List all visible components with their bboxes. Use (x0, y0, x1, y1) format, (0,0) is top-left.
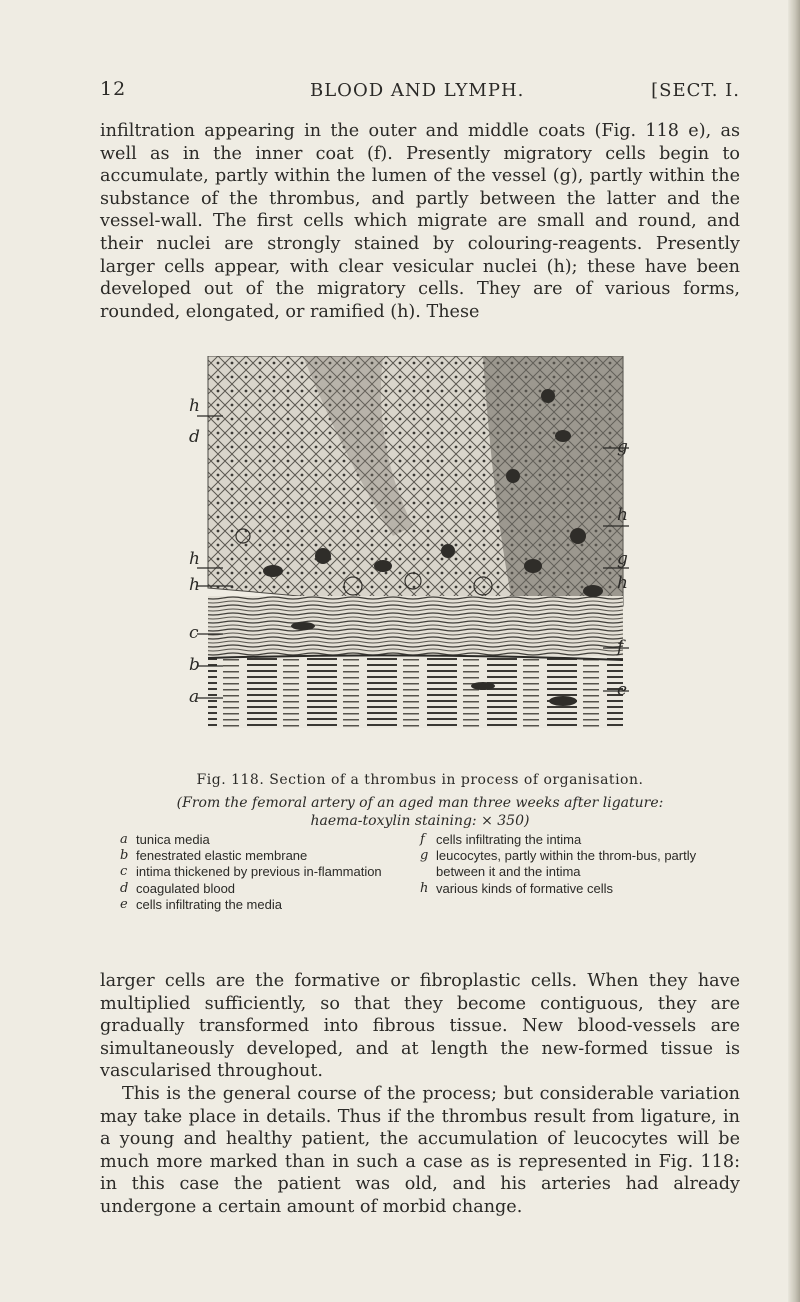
legend-column-left (120, 832, 400, 913)
figure-label: h (617, 573, 628, 593)
legend-item: e cells infiltrating the media (120, 896, 282, 912)
figure-label: e (617, 680, 628, 700)
figure-label: g (617, 549, 628, 569)
figure-label: a (189, 687, 200, 707)
legend-item: a tunica media (120, 832, 210, 847)
running-header (100, 78, 740, 106)
figure-label: h (189, 549, 200, 569)
legend-item: c intima thickened by previous in-flammation (120, 864, 382, 880)
figure-label: c (189, 623, 199, 643)
figure-caption-title: Fig. 118. Section of a thrombus in process of organisation. (196, 772, 644, 788)
body-text-bottom (100, 970, 740, 1219)
page-number: 12 (100, 78, 127, 100)
intima-layer (208, 596, 623, 656)
figure-label: f (617, 637, 624, 657)
media-layer (208, 656, 623, 728)
figure-label: h (617, 505, 628, 525)
figure-label: d (189, 427, 200, 447)
legend-item: h various kinds of formative cells (420, 880, 614, 896)
paragraph-top: infiltration appearing in the outer and middle coats (Fig. 118 e), as well as in the inner coat (f). Presently migratory cells begin to accumulate, partly within the lumen of the vessel (g), partly within the substance of the thrombus, and partly between the latter and the vessel-wall. The first cells which migrate are small and round, and their nuclei are strongly stained by colouring-reagents. Presently larger cells appear, with clear vesicular nuclei (h); these have been developed out of the migratory cells. They are of various forms, rounded, elongated, or ramified (h). These (100, 121, 740, 322)
legend-item: b fenestrated elastic membrane (120, 848, 308, 864)
section-label: [SECT. I. (651, 80, 740, 101)
legend-item: f cells infiltrating the intima (420, 832, 582, 847)
legend-item: d coagulated blood (120, 880, 236, 896)
figure-caption-source: (From the femoral artery of an aged man three weeks after ligature: haema-toxylin staining: × 350) (176, 795, 664, 829)
figure-label: h (189, 575, 200, 595)
figure-legend (120, 832, 740, 954)
figure-label: h (189, 396, 200, 416)
legend-column-right (420, 832, 740, 897)
page-edge-shadow (788, 0, 800, 1302)
paragraph-continuation: larger cells are the formative or fibroplastic cells. When they have multiplied sufficiently, so that they become contiguous, they are gradually transformed into fibrous tissue. New blood-vessels are simultaneously developed, and at length the new-formed tissue is vascularised throughout. (100, 971, 740, 1082)
running-title: BLOOD AND LYMPH. (310, 80, 525, 101)
figure-label: g (617, 437, 628, 457)
paragraph-general-course: This is the general course of the process; but considerable variation may take place in details. Thus if the thrombus result from ligature, in a young and healthy patient, the accumulation of leucocytes will be much more marked than in such a case as is represented in Fig. 118: in this case the patient was old, and his arteries had already undergone a certain amount of morbid change. (100, 1083, 740, 1217)
figure-label: b (189, 655, 200, 675)
legend-item: g leucocytes, partly within the throm-bus, partly between it and the intima (420, 848, 697, 880)
histology-figure (183, 356, 633, 766)
